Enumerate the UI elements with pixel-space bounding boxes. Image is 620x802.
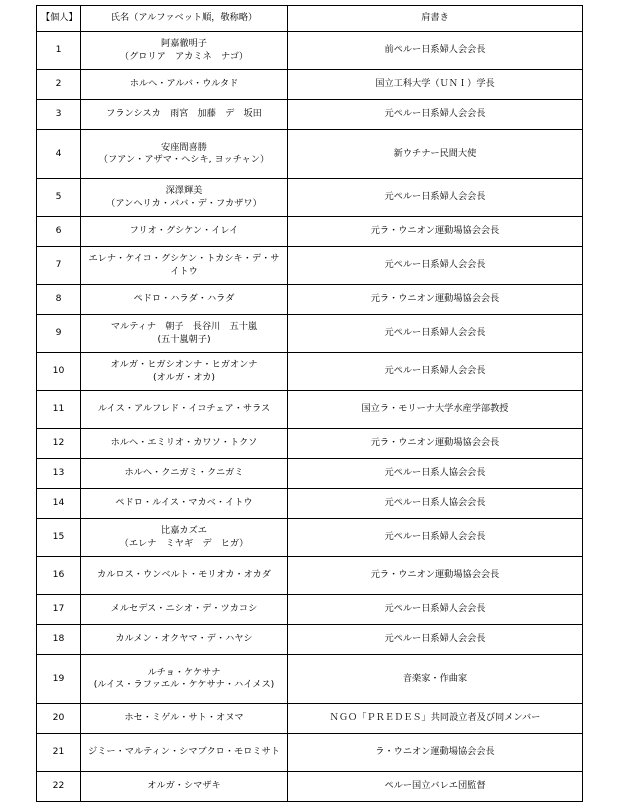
header-number: 【個人】 — [37, 6, 81, 32]
row-number: 17 — [37, 595, 81, 625]
name-line: カルロス・ウンベルト・モリオカ・オカダ — [97, 569, 271, 581]
name-line: オルガ・シマザキ — [147, 780, 221, 792]
name-line: ホルヘ・アルバ・ウルタド — [129, 78, 239, 90]
name-line: ジミー・マルティン・シマブクロ・モロミサト — [88, 746, 280, 758]
person-name — [81, 32, 288, 70]
person-title: 元ペルー日系婦人会会長 — [288, 315, 583, 353]
person-title: 元ラ・ウニオン運動場協会会長 — [288, 429, 583, 459]
person-name — [81, 315, 288, 353]
row-number: 22 — [37, 772, 81, 802]
person-title: 前ペルー日系婦人会会長 — [288, 32, 583, 70]
table-row — [37, 247, 583, 285]
name-reading-line: （アンヘリカ・ババ・デ・フカザワ） — [106, 197, 262, 209]
person-name — [81, 429, 288, 459]
person-title: ラ・ウニオン運動場協会会長 — [288, 734, 583, 772]
name-line: オルガ・ヒガシオンナ・ヒガオンナ — [110, 359, 258, 370]
table-row — [37, 595, 583, 625]
row-number: 11 — [37, 391, 81, 429]
row-number: 2 — [37, 70, 81, 100]
name-line: ホルヘ・エミリオ・カワソ・トクソ — [110, 437, 258, 449]
person-title: 元ペルー日系婦人会会長 — [288, 625, 583, 655]
name-line: 安座間喜勝 — [161, 141, 207, 153]
table-row — [37, 655, 583, 704]
person-title: 元ペルー日系婦人会会長 — [288, 353, 583, 391]
person-name — [81, 489, 288, 519]
person-name — [81, 459, 288, 489]
row-number: 16 — [37, 557, 81, 595]
name-reading-line: (オルガ・オカ) — [152, 371, 216, 383]
person-name — [81, 704, 288, 734]
person-title: ＮＧＯ「ＰＲＥＤＥＳ」共同設立者及び同メンバー — [288, 704, 583, 734]
name-line: メルセデス・ニシオ・デ・ツカコシ — [110, 603, 258, 615]
person-name — [81, 557, 288, 595]
person-title: 元ペルー日系婦人会会長 — [288, 595, 583, 625]
row-number: 3 — [37, 100, 81, 130]
person-title: 音楽家・作曲家 — [288, 655, 583, 704]
name-reading-line: （グロリア アカミネ ナゴ） — [119, 50, 249, 62]
header-name: 氏名（アルファベット順，敬称略） — [81, 6, 288, 32]
person-title: 新ウチナー民間大使 — [288, 130, 583, 179]
person-name — [81, 655, 288, 704]
person-name — [81, 179, 288, 217]
name-reading-line: （エレナ ミヤギ デ ヒガ） — [119, 537, 249, 549]
table-row — [37, 70, 583, 100]
name-line: 深澤輝美 — [165, 185, 203, 196]
table-row — [37, 130, 583, 179]
row-number: 4 — [37, 130, 81, 179]
row-number: 9 — [37, 315, 81, 353]
name-line: ルイス・アルフレド・イコチェア・サラス — [97, 403, 271, 415]
person-name — [81, 217, 288, 247]
name-reading-line: （フアン・アザマ・ヘシキ, ヨッチャン） — [98, 154, 270, 165]
person-title: 元ペルー日系人協会会長 — [288, 489, 583, 519]
row-number: 21 — [37, 734, 81, 772]
person-title: 国立ラ・モリーナ大学水産学部教授 — [288, 391, 583, 429]
table-row — [37, 704, 583, 734]
name-line: 比嘉カズエ — [161, 525, 207, 536]
row-number: 13 — [37, 459, 81, 489]
name-line: ルチョ・ケケサナ — [147, 666, 221, 678]
name-line: フランシスカ 雨宮 加藤 デ 坂田 — [106, 108, 262, 120]
name-line: ホセ・ミゲル・サト・オヌマ — [124, 712, 244, 724]
table-row — [37, 32, 583, 70]
person-name — [81, 595, 288, 625]
person-title: 元ペルー日系婦人会会長 — [288, 519, 583, 557]
table-row — [37, 459, 583, 489]
row-number: 8 — [37, 285, 81, 315]
row-number: 20 — [37, 704, 81, 734]
table-row — [37, 734, 583, 772]
person-title: 元ペルー日系婦人会会長 — [288, 247, 583, 285]
table-row — [37, 315, 583, 353]
person-name — [81, 391, 288, 429]
person-title: 国立工科大学（ＵＮＩ）学長 — [288, 70, 583, 100]
person-name — [81, 70, 288, 100]
table-row — [37, 519, 583, 557]
person-title: 元ペルー日系人協会会長 — [288, 459, 583, 489]
name-line: ペドロ・ルイス・マカベ・イトウ — [115, 497, 253, 509]
name-line: カルメン・オクヤマ・デ・ハヤシ — [115, 633, 253, 645]
table-row — [37, 772, 583, 802]
person-name — [81, 519, 288, 557]
table-row — [37, 391, 583, 429]
row-number: 14 — [37, 489, 81, 519]
person-name — [81, 100, 288, 130]
person-name — [81, 247, 288, 285]
person-title: ペルー国立バレエ団監督 — [288, 772, 583, 802]
person-name — [81, 734, 288, 772]
row-number: 6 — [37, 217, 81, 247]
table-row — [37, 489, 583, 519]
row-number: 7 — [37, 247, 81, 285]
table-row — [37, 353, 583, 391]
name-line: 阿嘉徹明子 — [161, 38, 207, 49]
table-row — [37, 625, 583, 655]
table-row — [37, 429, 583, 459]
row-number: 18 — [37, 625, 81, 655]
table-row — [37, 100, 583, 130]
person-name — [81, 625, 288, 655]
honoree-table — [36, 5, 583, 802]
person-title: 元ラ・ウニオン運動場協会会長 — [288, 557, 583, 595]
person-title: 元ペルー日系婦人会会長 — [288, 179, 583, 217]
table-row — [37, 179, 583, 217]
row-number: 15 — [37, 519, 81, 557]
name-line: エレナ・ケイコ・グシケン・トカシキ・デ・サイトウ — [88, 253, 280, 277]
name-line: ペドロ・ハラダ・ハラダ — [133, 293, 235, 305]
row-number: 19 — [37, 655, 81, 704]
name-line: ホルヘ・クニガミ・クニガミ — [124, 467, 244, 479]
person-title: 元ラ・ウニオン運動場協会会長 — [288, 285, 583, 315]
row-number: 10 — [37, 353, 81, 391]
person-name — [81, 130, 288, 179]
person-title: 元ラ・ウニオン運動場協会会長 — [288, 217, 583, 247]
table-row — [37, 557, 583, 595]
person-name — [81, 772, 288, 802]
table-row — [37, 217, 583, 247]
person-name — [81, 285, 288, 315]
row-number: 5 — [37, 179, 81, 217]
name-reading-line: (五十嵐朝子) — [157, 333, 211, 345]
person-name — [81, 353, 288, 391]
name-reading-line: (ルイス・ラファエル・ケケサナ・ハイメス) — [93, 679, 275, 690]
header-title: 肩書き — [288, 6, 583, 32]
row-number: 1 — [37, 32, 81, 70]
row-number: 12 — [37, 429, 81, 459]
name-line: マルティナ 朝子 長谷川 五十嵐 — [110, 321, 258, 332]
table-row — [37, 285, 583, 315]
name-line: フリオ・グシケン・イレイ — [129, 225, 239, 237]
person-title: 元ペルー日系婦人会会長 — [288, 100, 583, 130]
header-row — [37, 6, 583, 32]
